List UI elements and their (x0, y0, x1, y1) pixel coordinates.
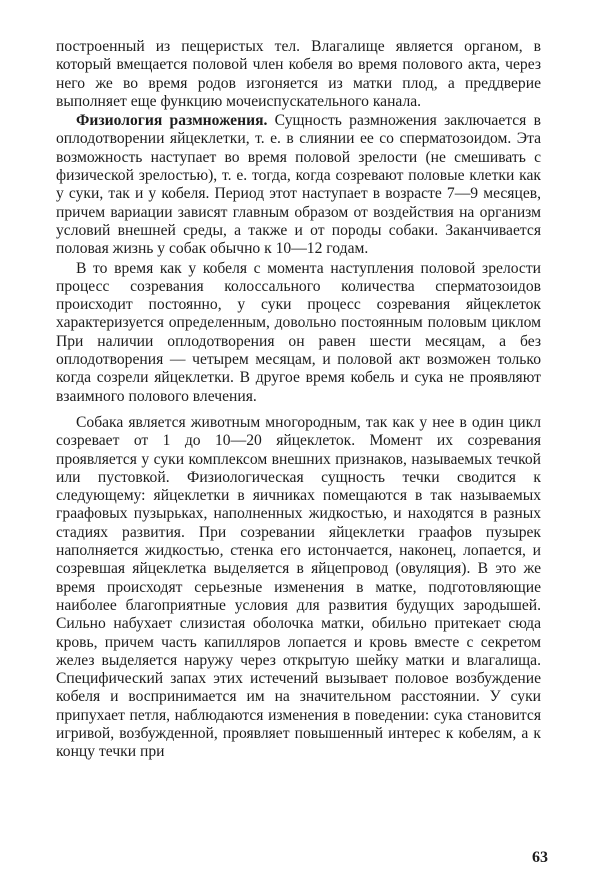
paragraph-physiology-text: Сущность размножения заключается в оплодотворении яйцеклетки, т. е. в слиянии ее со сперматозоидом. Эта возможность наступает во время половой зрелости (не смешивать с физической зрелостью), т. е. тогда, когда созревают половые клетки как у суки, так и у кобеля. Период этот наступает в возрасте 7—9 месяцев, причем вариации зависят главным образом от воздействия на организм условий внешней среды, а также и от породы собаки. Заканчивается половая жизнь у собак обычно к 10—12 годам. (56, 112, 541, 258)
page-number: 63 (532, 849, 548, 866)
paragraph-continuation: построенный из пещеристых тел. Влагалище является органом, в который вмещается половой член кобеля во время полового акта, через него же во время родов изгоняется из матки плод, а преддверие выполняет еще функцию мочеиспускательного канала. (56, 38, 541, 110)
paragraph-estrus: Собака является животным многородным, так как у нее в один цикл созревает от 1 до 10—20 яйцеклеток. Момент их созревания проявляется у суки комплексом внешних признаков, называемых течкой или пустовкой. Физиологическая сущность течки сводится к следующему: яйцеклетки в яичниках помещаются в так называемых граафовых пузырьках, наполненных жидкостью, и находятся в разных стадиях развития. При созревании яйцеклетки граафов пузырек наполняется жидкостью, стенка его истончается, наконец, лопается, и созревшая яйцеклетка выделяется в яйцепровод (овуляция). В это же время происходят серьезные изменения в матке, подготовляющие наиболее благоприятные условия для развития будущих зародышей. Сильно набухает слизистая оболочка матки, обильно притекает сюда кровь, причем часть капилляров лопается и кровь вместе с секретом желез выделяется наружу через открытую шейку матки и влагалища. Специфический запах этих истечений вызывает половое возбуждение кобеля и воспринимается им на значительном расстоянии. У суки припухает петля, наблюдаются изменения в поведении: сука становится игривой, возбужденной, проявляет повышенный интерес к кобелям, а к концу течки при (56, 413, 541, 761)
paragraph-maturity: В то время как у кобеля с момента наступления половой зрелости процесс созревания колоссального количества сперматозоидов происходит постоянно, у суки процесс созревания яйцеклеток характеризуется определенным, довольно постоянным половым циклом При наличии оплодотворения он равен шести месяцам, а без оплодотворения — четырем месяцам, и половой акт возможен только когда созрели яйцеклетки. В другое время кобель и сука не проявляют взаимного полового влечения. (56, 259, 541, 405)
section-heading: Физиология размножения. (76, 112, 268, 130)
paragraph-physiology (56, 112, 541, 258)
page-body (56, 38, 541, 762)
